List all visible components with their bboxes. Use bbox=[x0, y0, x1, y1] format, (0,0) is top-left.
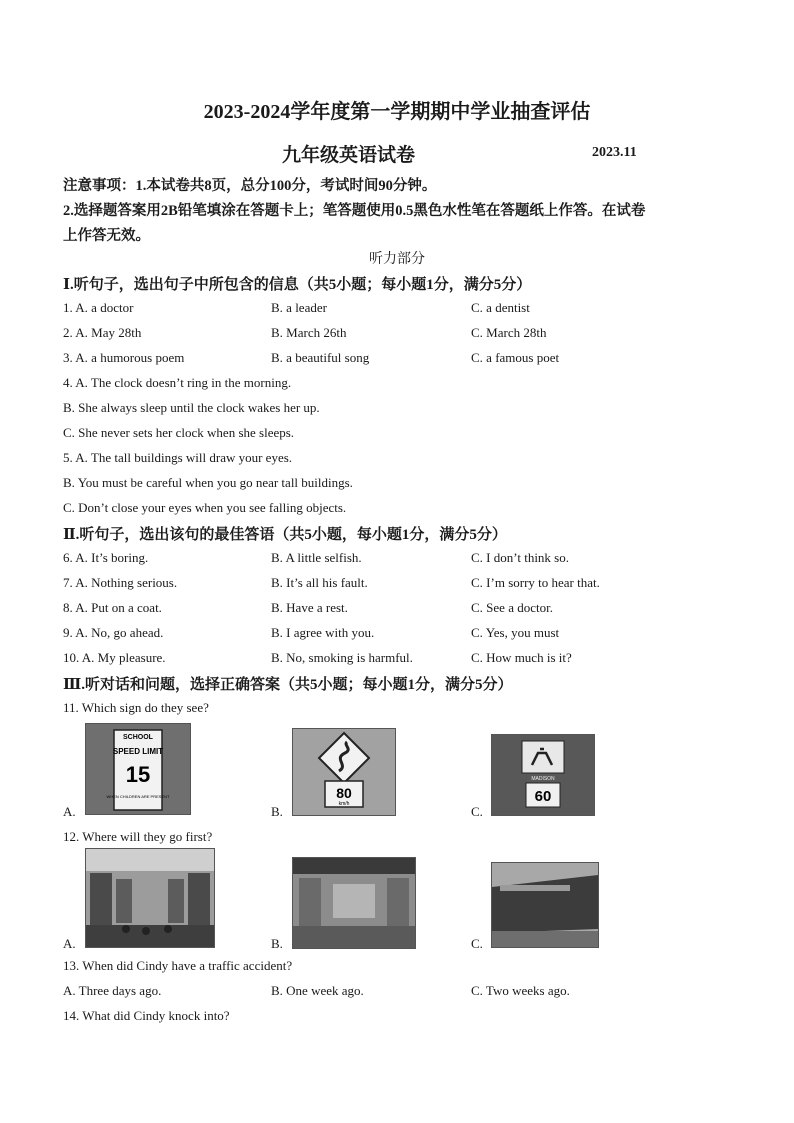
q13-option-c: C. Two weeks ago. bbox=[471, 983, 570, 998]
q3-option-c: C. a famous poet bbox=[471, 350, 560, 365]
q5-option-a: 5. A. The tall buildings will draw your eyes. bbox=[63, 450, 293, 465]
q1-option-a: 1. A. a doctor bbox=[63, 300, 134, 315]
q10-option-b: B. No, smoking is harmful. bbox=[271, 650, 413, 665]
part1-heading: Ⅰ.听句子，选出句子中所包含的信息（共5小题；每小题1分，满分5分） bbox=[63, 277, 532, 293]
sign-a-mid: SPEED LIMIT bbox=[112, 747, 164, 756]
q14-question: 14. What did Cindy knock into? bbox=[63, 1008, 230, 1023]
q12-label-c: C. bbox=[471, 936, 483, 951]
q11-label-a: A. bbox=[63, 804, 76, 819]
note-line-3: 上作答无效。 bbox=[63, 228, 150, 244]
library-interior-image bbox=[85, 848, 215, 948]
sign-b-num: 80 bbox=[336, 785, 352, 801]
q13-option-a: A. Three days ago. bbox=[63, 983, 162, 998]
exam-date: 2023.11 bbox=[592, 145, 637, 160]
q12-label-a: A. bbox=[63, 936, 76, 951]
q3-option-a: 3. A. a humorous poem bbox=[63, 350, 185, 365]
q9-option-c: C. Yes, you must bbox=[471, 625, 560, 640]
q1-option-c: C. a dentist bbox=[471, 300, 530, 315]
sign-c-num: 60 bbox=[534, 788, 552, 805]
q6-option-c: C. I don’t think so. bbox=[471, 550, 569, 565]
q8-option-a: 8. A. Put on a coat. bbox=[63, 600, 162, 615]
part3-heading: Ⅲ.听对话和问题，选择正确答案（共5小题；每小题1分，满分5分） bbox=[63, 677, 513, 693]
sign-a-bot: WHEN CHILDREN ARE PRESENT bbox=[106, 794, 170, 799]
q4-option-b: B. She always sleep until the clock wakes her up. bbox=[63, 400, 320, 415]
q2-option-c: C. March 28th bbox=[471, 325, 547, 340]
q4-option-a: 4. A. The clock doesn’t ring in the morning. bbox=[63, 375, 292, 390]
q5-option-c: C. Don’t close your eyes when you see falling objects. bbox=[63, 500, 347, 515]
q2-option-b: B. March 26th bbox=[271, 325, 347, 340]
q6-option-a: 6. A. It’s boring. bbox=[63, 550, 149, 565]
q13-question: 13. When did Cindy have a traffic accident? bbox=[63, 958, 293, 973]
q9-option-a: 9. A. No, go ahead. bbox=[63, 625, 164, 640]
q6-option-b: B. A little selfish. bbox=[271, 550, 362, 565]
q9-option-b: B. I agree with you. bbox=[271, 625, 375, 640]
school-speed-limit-sign-image bbox=[85, 723, 191, 815]
q4-option-c: C. She never sets her clock when she sleeps. bbox=[63, 425, 295, 440]
q13-option-b: B. One week ago. bbox=[271, 983, 364, 998]
sign-a-num: 15 bbox=[125, 762, 151, 787]
q3-option-b: B. a beautiful song bbox=[271, 350, 370, 365]
q5-option-b: B. You must be careful when you go near tall buildings. bbox=[63, 475, 353, 490]
museum-hall-image bbox=[292, 857, 416, 949]
q10-option-a: 10. A. My pleasure. bbox=[63, 650, 166, 665]
q11-question: 11. Which sign do they see? bbox=[63, 700, 209, 715]
q12-label-b: B. bbox=[271, 936, 283, 951]
q8-option-c: C. See a doctor. bbox=[471, 600, 553, 615]
q12-question: 12. Where will they go first? bbox=[63, 829, 213, 844]
q8-option-b: B. Have a rest. bbox=[271, 600, 348, 615]
q2-option-a: 2. A. May 28th bbox=[63, 325, 142, 340]
sign-a-top: SCHOOL bbox=[123, 734, 153, 741]
q7-option-c: C. I’m sorry to hear that. bbox=[471, 575, 600, 590]
q1-option-b: B. a leader bbox=[271, 300, 327, 315]
sign-b-unit: km/h bbox=[338, 801, 350, 807]
q11-label-c: C. bbox=[471, 804, 483, 819]
page-subtitle: 九年级英语试卷 bbox=[282, 145, 416, 166]
q7-option-b: B. It’s all his fault. bbox=[271, 575, 368, 590]
curve-road-80-sign-image bbox=[292, 728, 396, 816]
page-title: 2023-2024学年度第一学期期中学业抽查评估 bbox=[203, 101, 591, 123]
section-label: 听力部分 bbox=[369, 252, 425, 267]
memorial-building-image bbox=[491, 862, 599, 948]
q10-option-c: C. How much is it? bbox=[471, 650, 572, 665]
part2-heading: Ⅱ.听句子，选出该句的最佳答语（共5小题，每小题1分，满分5分） bbox=[63, 527, 507, 543]
q11-label-b: B. bbox=[271, 804, 283, 819]
sign-c-top: MADISON bbox=[531, 776, 555, 782]
note-line-1: 注意事项：1.本试卷共8页，总分100分，考试时间90分钟。 bbox=[63, 178, 437, 194]
animal-crossing-60-sign-image bbox=[491, 734, 595, 816]
note-line-2: 2.选择题答案用2B铅笔填涂在答题卡上；笔答题使用0.5黑色水性笔在答题纸上作答。在试卷 bbox=[63, 203, 646, 219]
q7-option-a: 7. A. Nothing serious. bbox=[63, 575, 178, 590]
